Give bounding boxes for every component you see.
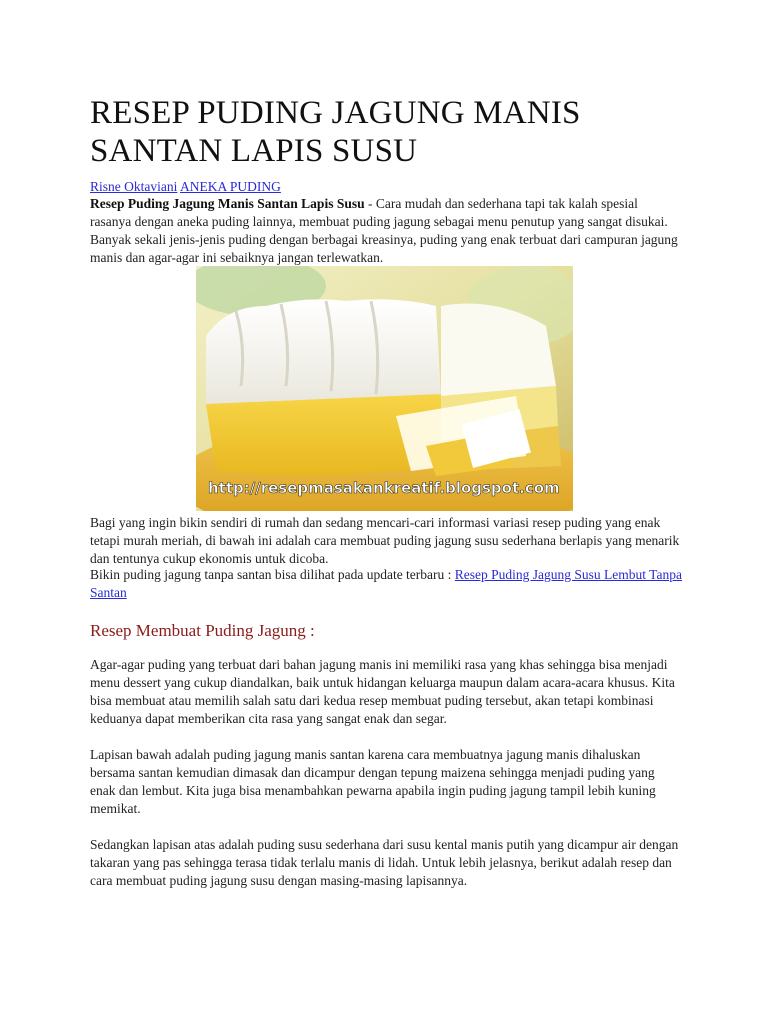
paragraph-5: Lapisan bawah adalah puding jagung manis santan karena cara membuatnya jagung manis dihaluskan bersama santan kemudian dimasak dan dicampur dengan tepung maizena sehingga menjadi puding yang enak dan lembut. Kita juga bisa menambahkan pewarna apabila ingin puding jagung tampil lebih kuning memikat. xyxy=(90,747,656,816)
section-heading: Resep Membuat Puding Jagung : xyxy=(90,621,315,640)
pudding-photo xyxy=(196,266,573,511)
author-link[interactable]: Risne Oktaviani xyxy=(90,179,178,194)
paragraph-2: Bagi yang ingin bikin sendiri di rumah dan sedang mencari-cari informasi variasi resep puding yang enak tetapi murah meriah, di bawah ini adalah cara membuat puding jagung susu sederhana berlapis yang menarik dan tentunya cukup ekonomis untuk dicoba. xyxy=(90,515,680,566)
pudding-illustration xyxy=(196,266,573,511)
intro-bold-title: Resep Puding Jagung Manis Santan Lapis Susu xyxy=(90,196,365,211)
page-title: RESEP PUDING JAGUNG MANIS SANTAN LAPIS SUSU xyxy=(90,95,581,169)
paragraph-6: Sedangkan lapisan atas adalah puding susu sederhana dari susu kental manis putih yang dicampur air dengan takaran yang pas sehingga terasa tidak terlalu manis di lidah. Untuk lebih jelasnya, berikut adalah resep dan cara membuat puding jagung susu dengan masing-masing lapisannya. xyxy=(90,837,679,888)
update-link[interactable]: Resep Puding Jagung Susu Lembut Tanpa Santan xyxy=(90,567,682,600)
image-watermark: http://resepmasakankreatif.blogspot.com xyxy=(208,479,560,497)
intro-text: - Cara mudah dan sederhana tapi tak kalah spesial rasanya dengan aneka puding lainnya, membuat puding jagung sebagai menu penutup yang sangat disukai. Banyak sekali jenis-jenis puding dengan berbagai kreasinya, puding yang enak terbuat dari campuran jagung manis dan agar-agar ini sebaiknya jangan terlewatkan. xyxy=(90,196,678,265)
post-meta xyxy=(90,178,281,196)
paragraph-4: Agar-agar puding yang terbuat dari bahan jagung manis ini memiliki rasa yang khas sehingga bisa menjadi menu dessert yang cukup diandalkan, baik untuk hidangan keluarga maupun dalam acara-acara khusus. Kita bisa membuat atau memilih salah satu dari kedua resep membuat puding tersebut, akan tetapi kombinasi keduanya dapat memberikan cita rasa yang sangat enak dan segar. xyxy=(90,657,675,726)
category-link[interactable]: ANEKA PUDING xyxy=(180,179,281,194)
paragraph-3 xyxy=(90,566,682,602)
intro-paragraph xyxy=(90,195,682,267)
update-text: Bikin puding jagung tanpa santan bisa dilihat pada update terbaru : xyxy=(90,567,455,582)
